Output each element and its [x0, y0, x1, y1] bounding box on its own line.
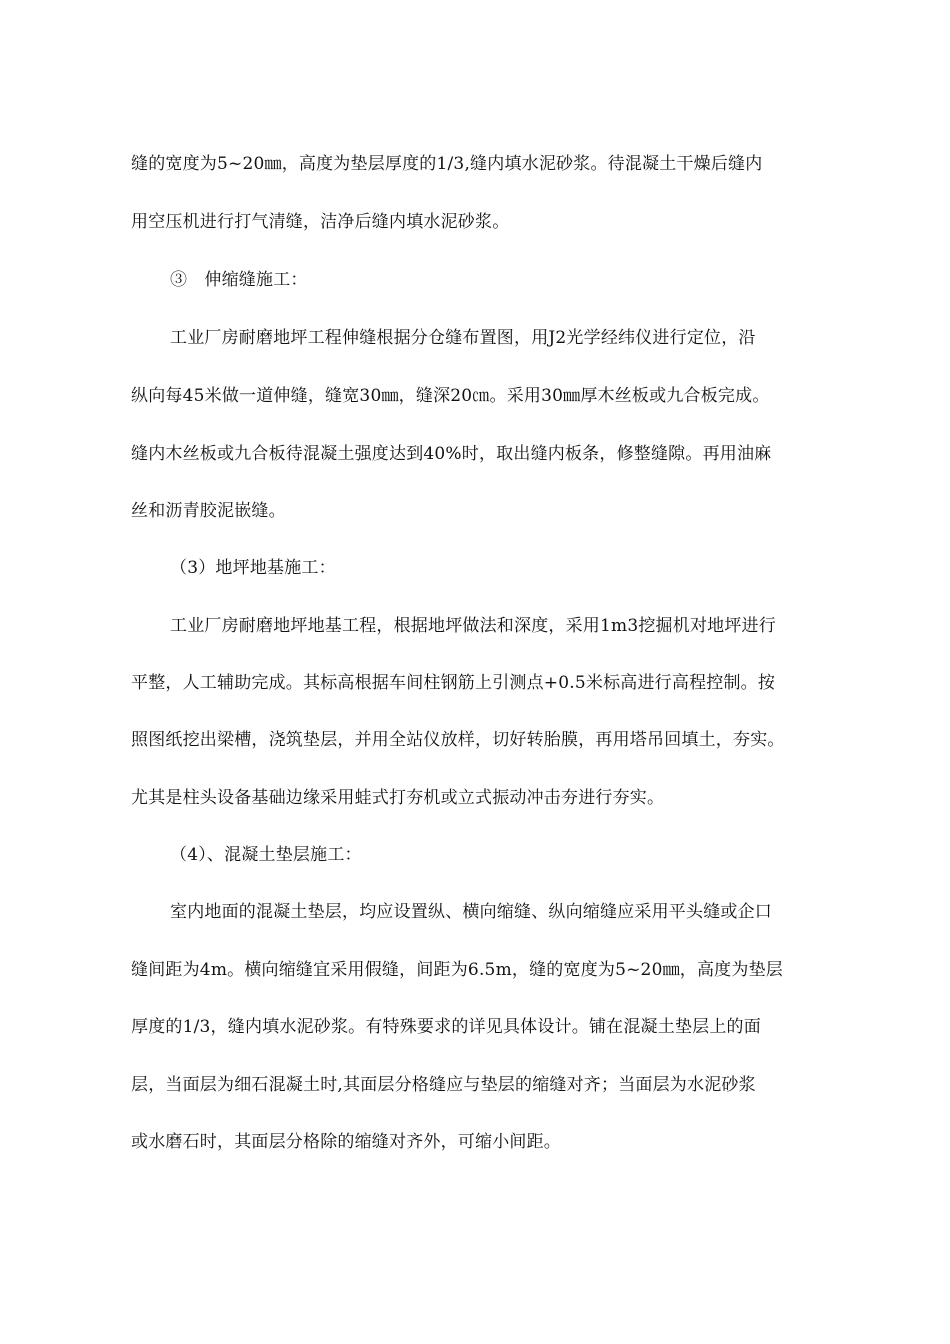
body-line: 尤其是柱头设备基础边缘采用蛙式打夯机或立式振动冲击夯进行夯实。 — [131, 788, 665, 808]
body-line: 层，当面层为细石混凝土时,其面层分格缝应与垫层的缩缝对齐；当面层为水泥砂浆 — [131, 1075, 756, 1095]
section-heading: ③ 伸缩缝施工： — [170, 270, 308, 290]
body-line: 平整，人工辅助完成。其标高根据车间柱钢筋上引测点+0.5米标高进行高程控制。按 — [131, 673, 776, 693]
body-line: 室内地面的混凝土垫层，均应设置纵、横向缩缝、纵向缩缝应采用平头缝或企口 — [170, 902, 772, 922]
body-line: 厚度的1/3，缝内填水泥砂浆。有特殊要求的详见具体设计。铺在混凝土垫层上的面 — [131, 1017, 761, 1037]
body-line: 缝间距为4m。横向缩缝宜采用假缝，间距为6.5m，缝的宽度为5~20㎜，高度为垫层 — [131, 960, 783, 980]
body-line: 工业厂房耐磨地坪工程伸缝根据分仓缝布置图，用J2光学经纬仪进行定位，沿 — [170, 328, 756, 348]
body-line: 工业厂房耐磨地坪地基工程，根据地坪做法和深度，采用1m3挖掘机对地坪进行 — [170, 616, 776, 636]
body-line: 用空压机进行打气清缝，洁净后缝内填水泥砂浆。 — [131, 212, 510, 232]
body-line: 丝和沥青胶泥嵌缝。 — [131, 501, 286, 521]
body-line: 纵向每45米做一道伸缝，缝宽30㎜，缝深20㎝。采用30㎜厚木丝板或九合板完成。 — [131, 386, 770, 406]
section-heading: （4）、混凝土垫层施工： — [170, 845, 362, 865]
body-line: 照图纸挖出梁槽，浇筑垫层，并用全站仪放样，切好转胎膜，再用塔吊回填土，夯实。 — [131, 730, 785, 750]
section-heading: （3）地坪地基施工： — [170, 558, 336, 578]
body-line: 或水磨石时，其面层分格除的缩缝对齐外，可缩小间距。 — [131, 1132, 561, 1152]
body-line: 缝内木丝板或九合板待混凝土强度达到40%时，取出缝内板条，修整缝隙。再用油麻 — [131, 444, 772, 464]
body-line: 缝的宽度为5~20㎜，高度为垫层厚度的1/3,缝内填水泥砂浆。待混凝土干燥后缝内 — [131, 154, 763, 174]
